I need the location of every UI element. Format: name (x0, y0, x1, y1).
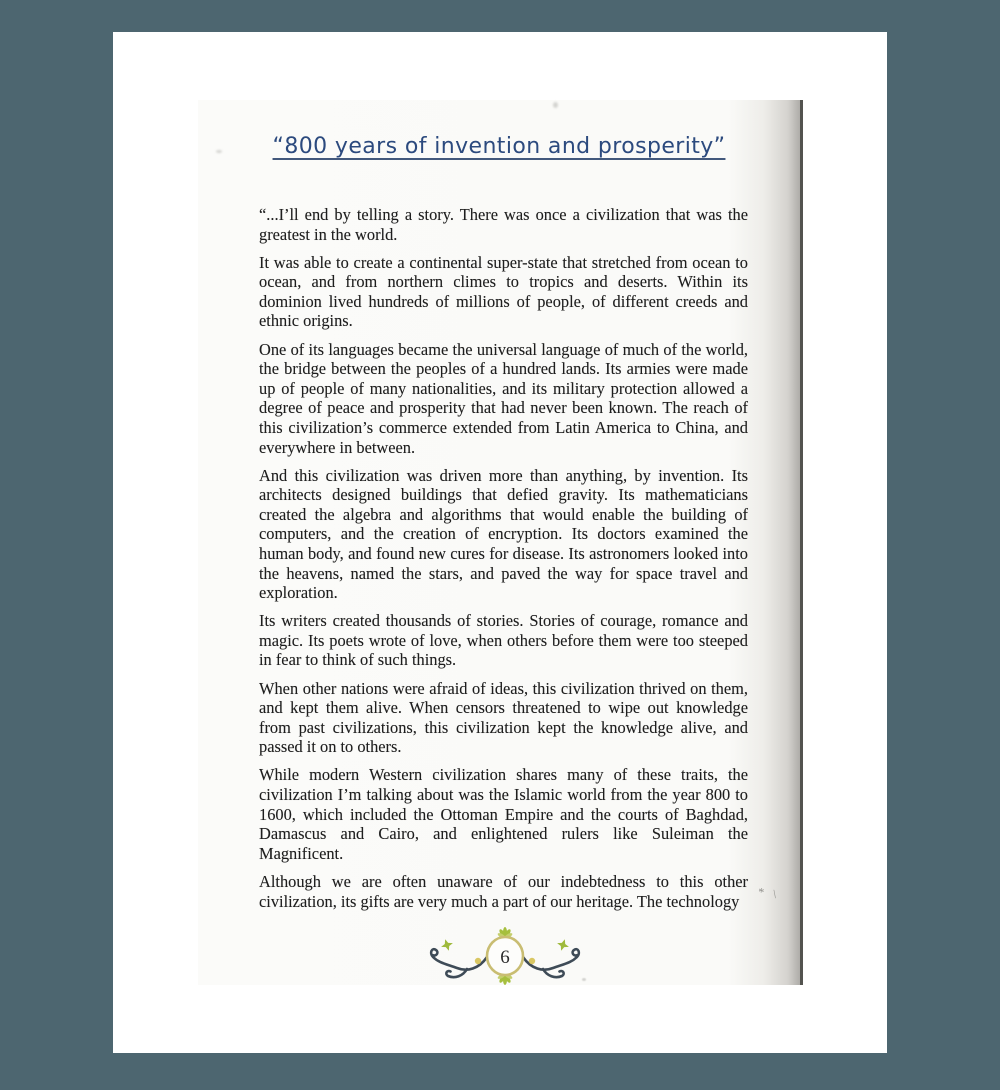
ornament-dot (529, 958, 535, 964)
book-sheet (113, 32, 887, 1053)
body-text-block (259, 205, 748, 920)
page-title: “800 years of invention and prosperity” (272, 134, 726, 159)
paragraph: “...I’ll end by telling a story. There was once a civilization that was the greatest in the world. (259, 205, 748, 244)
paragraph: Although we are often unaware of our indebtedness to this other civilization, its gifts are very much a part of our heritage. The technology (259, 871, 748, 911)
ornament-dot (475, 958, 481, 964)
paragraph: While modern Western civilization shares many of these traits, the civilization I’m talking about was the Islamic world from the year 800 to 1600, which included the Ottoman Empire and the courts of Baghdad, Damascus and Cairo, and enlightened rulers like Suleiman the Magnificent. (259, 765, 748, 863)
butterfly-icon (555, 937, 571, 952)
paragraph: Its writers created thousands of stories. Stories of courage, romance and magic. Its poets wrote of love, when others before them were too steeped in fear to think of such things. (259, 611, 748, 670)
paragraph: When other nations were afraid of ideas, this civilization thrived on them, and kept them alive. When censors threatened to wipe out knowledge from past civilizations, this civilization kept the knowledge alive, and passed it on to others. (259, 678, 748, 757)
page-title-row (198, 134, 800, 159)
pencil-annotation: * \ (757, 884, 781, 902)
paragraph: It was able to create a continental super-state that stretched from ocean to ocean, and from northern climes to tropics and deserts. Within its dominion lived hundreds of millions of people, of different creeds and ethnic origins. (259, 252, 748, 331)
page-number-ornament (415, 924, 595, 988)
butterfly-icon (439, 937, 455, 952)
scanned-page (198, 100, 803, 985)
page-number: 6 (500, 947, 510, 968)
paragraph: One of its languages became the universal language of much of the world, the bridge between the peoples of a hundred lands. Its armies were made up of people of many nationalities, and its military protection allowed a degree of peace and prosperity that had never been known. The reach of this civilization’s commerce extended from Latin America to China, and everywhere in between. (259, 339, 748, 457)
scan-speck (216, 150, 222, 153)
scan-speck (553, 102, 558, 108)
paragraph: And this civilization was driven more than anything, by invention. Its architects designed buildings that defied gravity. Its mathematicians created the algebra and algorithms that would enable the building of computers, and the creation of encryption. Its doctors examined the human body, and found new cures for disease. Its astronomers looked into the heavens, named the stars, and paved the way for space travel and exploration. (259, 465, 748, 603)
